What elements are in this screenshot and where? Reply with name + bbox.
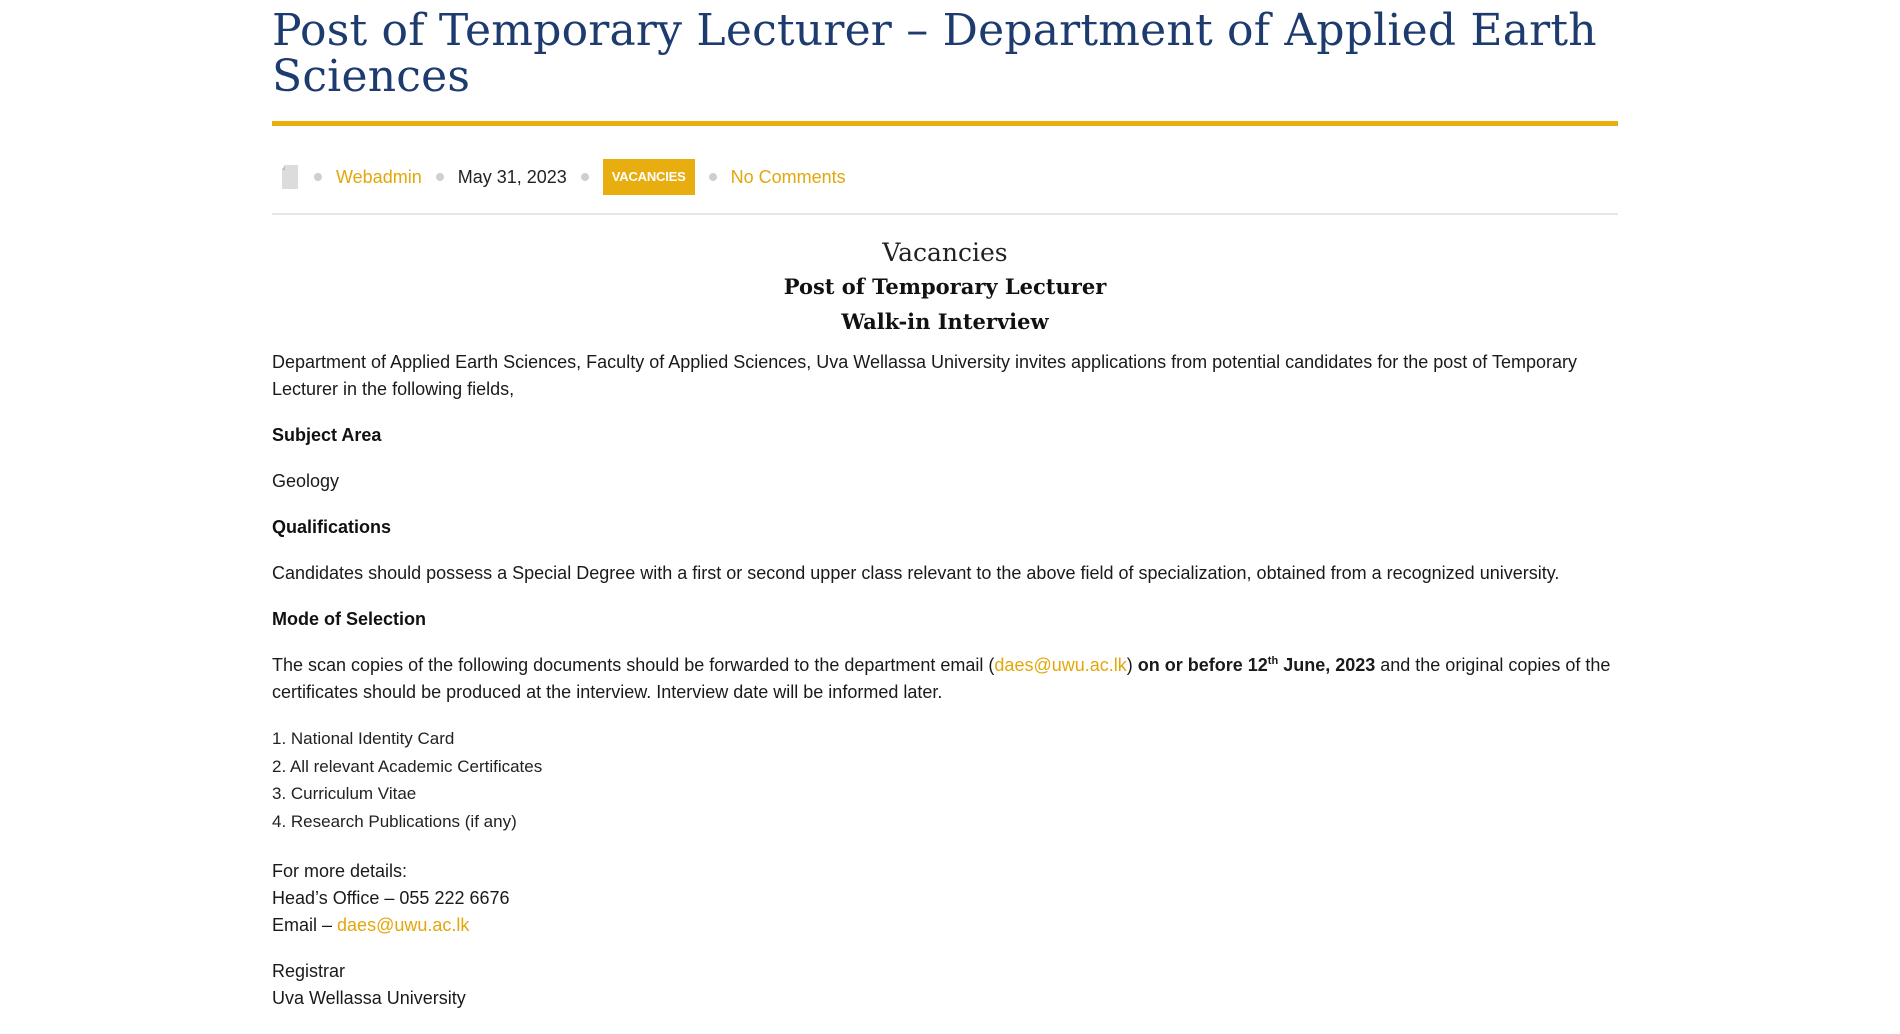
signoff-organization: Uva Wellassa University (272, 988, 466, 1008)
comments-link[interactable]: No Comments (730, 166, 846, 187)
list-item: 1. National Identity Card (272, 729, 455, 748)
post-content (272, 237, 1618, 1012)
deadline-pre: on or before 12 (1132, 655, 1268, 675)
meta-divider (272, 213, 1618, 215)
subject-area-label: Subject Area (272, 425, 382, 445)
details-label: For more details: (272, 861, 408, 881)
mode-of-selection-label: Mode of Selection (272, 609, 427, 629)
required-documents-list (272, 725, 1618, 835)
subject-area-value: Geology (272, 471, 340, 491)
category-badge[interactable]: VACANCIES (603, 159, 695, 195)
list-item: 2. All relevant Academic Certificates (272, 756, 543, 776)
mode-text: and the original copies of the certificates should be produced at the interview. Interview date will be informed later. (272, 655, 1611, 702)
meta-separator (581, 173, 589, 181)
post-date: May 31, 2023 (457, 166, 567, 187)
signoff (272, 958, 1618, 1012)
content-subheading: Post of Temporary Lecturer (783, 274, 1107, 299)
meta-separator (314, 173, 322, 181)
list-item: 3. Curriculum Vitae (272, 784, 417, 803)
department-email-link[interactable]: daes@uwu.ac.lk (994, 655, 1127, 675)
content-heading: Vacancies (882, 238, 1008, 267)
contact-email-link[interactable]: daes@uwu.ac.lk (337, 915, 470, 935)
post-meta (272, 159, 1618, 195)
contact-email-line (272, 912, 1618, 939)
list-item: 4. Research Publications (if any) (272, 811, 517, 831)
deadline-post: June, 2023 (1278, 655, 1376, 675)
email-label: Email – (272, 915, 338, 935)
contact-details (272, 858, 1618, 939)
deadline-ordinal: th (1267, 655, 1279, 667)
document-icon (278, 163, 300, 191)
qualifications-text: Candidates should possess a Special Degree with a first or second upper class relevant to the above field of specialization, obtained from a recognized university. (272, 563, 1560, 583)
deadline-text (1133, 655, 1375, 675)
content-subheading: Walk-in Interview (841, 309, 1049, 334)
signoff-title: Registrar (272, 961, 346, 981)
mode-of-selection-text (272, 652, 1618, 706)
author-link[interactable]: Webadmin (336, 166, 422, 187)
intro-paragraph: Department of Applied Earth Sciences, Faculty of Applied Sciences, Uva Wellassa University invites applications from potential candidates for the post of Temporary Lecturer in the following fields, (272, 352, 1577, 399)
qualifications-label: Qualifications (272, 517, 392, 537)
mode-text: ) (1126, 655, 1133, 675)
heads-office-phone: Head’s Office – 055 222 6676 (272, 888, 510, 908)
article (272, 0, 1618, 1012)
meta-separator (436, 173, 444, 181)
title-underline (272, 121, 1618, 126)
meta-separator (709, 173, 717, 181)
mode-text: The scan copies of the following documents should be forwarded to the department email ( (272, 655, 995, 675)
post-title: Post of Temporary Lecturer – Department of Applied Earth Sciences (272, 5, 1597, 102)
